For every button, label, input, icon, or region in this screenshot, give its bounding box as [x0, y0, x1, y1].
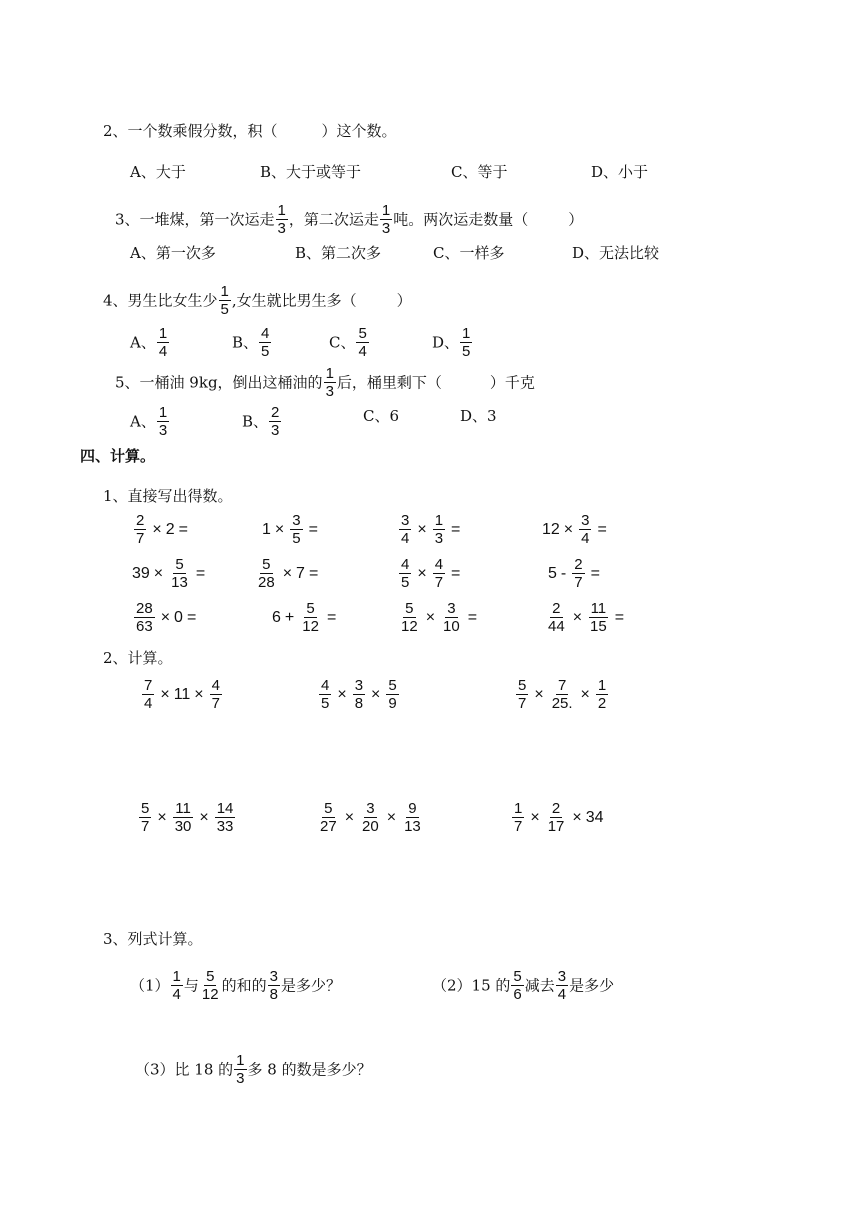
denominator: 7	[434, 574, 444, 591]
numerator: 5	[206, 968, 215, 985]
operator: ×	[199, 808, 209, 826]
operand: 11	[173, 685, 191, 703]
fraction	[137, 800, 153, 835]
denominator: 3	[271, 422, 280, 439]
fraction	[544, 600, 569, 635]
fraction	[397, 556, 413, 591]
equals-sign: =	[178, 520, 188, 538]
denominator: 28	[258, 574, 275, 591]
operator: ×	[386, 808, 397, 826]
denominator: 4	[172, 986, 181, 1003]
denominator: 4	[581, 530, 590, 547]
q5-opt-b[interactable]	[242, 404, 282, 439]
numerator: 1	[325, 365, 334, 382]
numerator: 7	[557, 677, 567, 694]
fraction	[132, 512, 148, 547]
denominator: 4	[144, 695, 153, 712]
denominator: 4	[401, 530, 410, 547]
denominator: 3	[236, 1070, 245, 1087]
option-fraction	[157, 325, 169, 360]
item-label: （1）	[130, 976, 170, 995]
q5-opt-a[interactable]	[130, 404, 170, 439]
fraction	[316, 800, 341, 835]
q3-opt-c[interactable]: C、一样多	[433, 244, 505, 262]
denominator: 3	[381, 220, 391, 237]
q2-opt-c[interactable]: C、等于	[451, 163, 508, 181]
option-fraction	[356, 325, 368, 360]
q5-opt-c[interactable]: C、6	[363, 407, 400, 425]
expr-1	[138, 677, 226, 712]
numerator: 28	[136, 600, 153, 617]
numerator: 1	[381, 202, 391, 219]
denominator: 17	[547, 818, 565, 835]
expr-3	[512, 677, 612, 712]
equals-sign: =	[308, 564, 319, 582]
operator: ×	[160, 608, 171, 626]
operator: ×	[534, 685, 544, 703]
calc-3-1	[130, 600, 232, 635]
denominator: 12	[401, 618, 418, 635]
calc-2-2	[252, 556, 354, 591]
denominator: 63	[136, 618, 153, 635]
q2-opt-b[interactable]: B、大于或等于	[260, 163, 362, 181]
numerator: 3	[292, 512, 301, 529]
equals-sign: =	[467, 608, 478, 626]
option-letter: B、	[232, 333, 259, 352]
calc-3-3	[395, 600, 513, 635]
operator: ×	[194, 685, 204, 703]
fraction	[431, 556, 447, 591]
operator: ×	[152, 520, 162, 538]
operator: ×	[563, 520, 574, 538]
calc-2-4	[546, 556, 636, 591]
fraction	[351, 677, 367, 712]
fraction	[431, 512, 447, 547]
numerator: 3	[269, 968, 278, 985]
denominator: 5	[401, 574, 410, 591]
equals-sign: =	[590, 564, 600, 582]
text: 的和的	[221, 976, 267, 995]
numerator: 2	[574, 556, 583, 573]
denominator: 7	[518, 695, 527, 712]
expr-5	[314, 800, 427, 835]
denominator: 5	[292, 530, 301, 547]
fraction	[268, 968, 280, 1003]
denominator: 5	[220, 301, 229, 318]
q2-opt-d[interactable]: D、小于	[591, 163, 649, 181]
calc-1-4	[540, 512, 643, 547]
q4-stem-a: 4、男生比女生少	[103, 291, 218, 310]
operand: 5	[548, 564, 557, 582]
option-fraction	[157, 404, 169, 439]
operator: ×	[580, 685, 590, 703]
q2-stem	[103, 120, 397, 141]
denominator: 3	[434, 530, 444, 547]
q4-stem-c: ）	[396, 291, 412, 310]
fraction	[384, 677, 400, 712]
denominator: 5	[321, 695, 330, 712]
fraction	[548, 677, 577, 712]
fraction	[317, 677, 333, 712]
text: 是多少？	[280, 976, 341, 995]
denominator: 7	[141, 818, 150, 835]
fraction	[510, 800, 526, 835]
fraction	[171, 968, 183, 1003]
numerator: 1	[462, 325, 471, 342]
fraction	[298, 600, 323, 635]
option-fraction	[269, 404, 281, 439]
denominator: 12	[302, 618, 319, 635]
fraction	[570, 556, 586, 591]
calc-1-2	[260, 512, 354, 547]
q5-stem-b: 后，桶里剩下（	[336, 373, 442, 392]
operand: 7	[296, 564, 305, 582]
item-label: （2）15 的	[432, 976, 511, 995]
operator: +	[284, 608, 295, 626]
fraction	[544, 800, 569, 835]
operator: ×	[157, 808, 167, 826]
denominator: 7	[136, 530, 145, 547]
operator: ×	[572, 608, 583, 626]
q3-stem-c: 吨。两次运走数量（	[393, 210, 529, 229]
q3-stem-d: ）	[568, 210, 584, 229]
text: 是多少	[569, 976, 615, 995]
q5-opt-d[interactable]: D、3	[460, 407, 497, 425]
equals-sign: =	[451, 564, 461, 582]
expr-4	[135, 800, 239, 835]
operator: ×	[160, 685, 170, 703]
numerator: 1	[220, 283, 229, 300]
numerator: 2	[551, 800, 561, 817]
section-heading: 四、计算。	[80, 447, 156, 465]
denominator: 30	[174, 818, 192, 835]
text: 与	[183, 976, 199, 995]
fraction	[358, 800, 383, 835]
operator: ×	[371, 685, 381, 703]
fraction	[167, 556, 192, 591]
denominator: 44	[548, 618, 565, 635]
numerator: 1	[236, 1052, 245, 1069]
numerator: 5	[262, 556, 271, 573]
operand: 0	[174, 608, 183, 626]
q2-opt-a[interactable]: A、大于	[130, 163, 186, 181]
fraction	[288, 512, 304, 547]
option-letter: D、	[432, 333, 460, 352]
item-label: （3）比 18 的	[135, 1060, 234, 1079]
numerator: 11	[175, 800, 191, 817]
numerator: 1	[172, 968, 181, 985]
numerator: 5	[405, 600, 414, 617]
numerator: 5	[141, 800, 150, 817]
numerator: 3	[581, 512, 590, 529]
operand: 2	[165, 520, 175, 538]
numerator: 5	[518, 677, 527, 694]
numerator: 4	[261, 325, 270, 342]
fraction	[213, 800, 238, 835]
operator: ×	[274, 520, 285, 538]
denominator: 3	[325, 383, 334, 400]
q3-stem-a: 3、一堆煤，第一次运走	[115, 210, 275, 229]
numerator: 3	[354, 677, 364, 694]
operator: ×	[153, 564, 164, 582]
denominator: 13	[171, 574, 188, 591]
q4-opt-a[interactable]	[130, 325, 170, 360]
numerator: 1	[158, 404, 168, 421]
calc-1-3	[395, 512, 496, 547]
q3-stem	[115, 202, 583, 237]
p3-item-1	[130, 968, 341, 1003]
equals-sign: =	[614, 608, 625, 626]
q4-opt-b[interactable]	[232, 325, 272, 360]
fraction	[556, 968, 568, 1003]
numerator: 2	[271, 404, 280, 421]
denominator: 8	[354, 695, 364, 712]
fraction	[586, 600, 611, 635]
denominator: 13	[404, 818, 421, 835]
fraction	[397, 512, 413, 547]
operator: -	[560, 564, 567, 582]
denominator: 7	[211, 695, 220, 712]
numerator: 3	[557, 968, 567, 985]
operator: ×	[425, 608, 436, 626]
numerator: 3	[401, 512, 410, 529]
expr-2	[315, 677, 403, 712]
operand: 6	[272, 608, 281, 626]
operator: ×	[417, 520, 427, 538]
option-letter: B、	[242, 412, 269, 431]
denominator: 20	[362, 818, 379, 835]
numerator: 1	[277, 202, 286, 219]
denominator: 3	[277, 220, 286, 237]
denominator: 9	[388, 695, 397, 712]
denominator: 7	[574, 574, 583, 591]
q5-fraction	[324, 365, 336, 400]
operand: 12	[542, 520, 560, 538]
numerator: 4	[211, 677, 220, 694]
part3-title: 3、列式计算。	[103, 930, 203, 948]
equals-sign: =	[186, 608, 197, 626]
q2-stem-b: ）这个数。	[321, 122, 397, 140]
fraction	[200, 968, 221, 1003]
numerator: 3	[366, 800, 375, 817]
denominator: 3	[158, 422, 168, 439]
denominator: 27	[320, 818, 337, 835]
numerator: 5	[175, 556, 184, 573]
equals-sign: =	[308, 520, 318, 538]
part1-title: 1、直接写出得数。	[103, 487, 233, 505]
fraction	[132, 600, 157, 635]
p3-item-2	[432, 968, 614, 1003]
option-letter: A、	[130, 412, 156, 431]
numerator: 1	[597, 677, 607, 694]
q2-stem-a: 2、一个数乘假分数，积（	[103, 122, 278, 140]
calc-3-4	[542, 600, 660, 635]
fraction	[208, 677, 224, 712]
fraction	[234, 1052, 246, 1087]
text: 减去	[524, 976, 555, 995]
denominator: 2	[597, 695, 607, 712]
q3-opt-d[interactable]: D、无法比较	[572, 244, 660, 262]
numerator: 5	[358, 325, 367, 342]
equals-sign: =	[326, 608, 337, 626]
numerator: 4	[401, 556, 410, 573]
numerator: 5	[324, 800, 333, 817]
operator: ×	[282, 564, 293, 582]
expr-6	[508, 800, 606, 835]
denominator: 5	[462, 343, 471, 360]
numerator: 2	[136, 512, 145, 529]
p3-item-3	[135, 1052, 372, 1087]
q3-opt-a[interactable]: A、第一次多	[130, 244, 216, 262]
numerator: 3	[447, 600, 456, 617]
operator: ×	[344, 808, 355, 826]
numerator: 9	[408, 800, 417, 817]
operand: 1	[262, 520, 271, 538]
fraction	[514, 677, 530, 712]
equals-sign: =	[597, 520, 607, 538]
calc-1-1	[130, 512, 224, 547]
operator: ×	[337, 685, 347, 703]
denominator: 4	[358, 343, 367, 360]
denominator: 10	[443, 618, 460, 635]
option-fraction	[259, 325, 271, 360]
q4-opt-d[interactable]	[432, 325, 473, 360]
fraction	[254, 556, 279, 591]
equals-sign: =	[451, 520, 461, 538]
numerator: 4	[321, 677, 330, 694]
fraction	[140, 677, 156, 712]
numerator: 1	[514, 800, 523, 817]
calc-3-2	[270, 600, 372, 635]
denominator: 12	[201, 986, 219, 1003]
denominator: 4	[557, 986, 567, 1003]
numerator: 1	[158, 325, 168, 342]
numerator: 2	[552, 600, 561, 617]
option-letter: C、	[329, 333, 356, 352]
denominator: 4	[158, 343, 168, 360]
q4-stem-b: ,女生就比男生多（	[231, 291, 357, 310]
numerator: 5	[306, 600, 315, 617]
fraction	[397, 600, 422, 635]
operator: ×	[530, 808, 540, 826]
calc-2-3	[395, 556, 496, 591]
q4-fraction	[219, 283, 231, 318]
numerator: 14	[216, 800, 234, 817]
operator: ×	[572, 808, 582, 826]
numerator: 5	[513, 968, 522, 985]
denominator: 15	[590, 618, 607, 635]
denominator: 25.	[551, 695, 573, 712]
fraction	[577, 512, 593, 547]
fraction	[439, 600, 464, 635]
numerator: 1	[434, 512, 444, 529]
denominator: 5	[261, 343, 270, 360]
denominator: 6	[513, 986, 522, 1003]
fraction	[594, 677, 610, 712]
q3-fraction-1	[276, 202, 288, 237]
option-fraction	[460, 325, 472, 360]
denominator: 33	[216, 818, 234, 835]
q3-fraction-2	[380, 202, 392, 237]
operand: 34	[585, 808, 604, 826]
part2-title: 2、计算。	[103, 649, 173, 667]
denominator: 7	[514, 818, 523, 835]
q5-stem-a: 5、一桶油 9kg，倒出这桶油的	[115, 373, 323, 392]
fraction	[511, 968, 523, 1003]
numerator: 11	[590, 600, 607, 617]
equals-sign: =	[195, 564, 206, 582]
fraction	[171, 800, 196, 835]
numerator: 7	[144, 677, 153, 694]
operator: ×	[417, 564, 427, 582]
q3-opt-b[interactable]: B、第二次多	[295, 244, 382, 262]
numerator: 5	[388, 677, 397, 694]
q5-stem	[115, 365, 535, 400]
q3-stem-b: ，第二次运走	[288, 210, 379, 229]
q4-opt-c[interactable]	[329, 325, 370, 360]
calc-2-1	[130, 556, 241, 591]
denominator: 8	[269, 986, 278, 1003]
numerator: 4	[434, 556, 444, 573]
q5-stem-c: ）千克	[489, 373, 535, 392]
text: 多 8 的数是多少？	[247, 1060, 372, 1079]
fraction	[400, 800, 425, 835]
q4-stem	[103, 283, 412, 318]
operand: 39	[132, 564, 150, 582]
option-letter: A、	[130, 333, 156, 352]
